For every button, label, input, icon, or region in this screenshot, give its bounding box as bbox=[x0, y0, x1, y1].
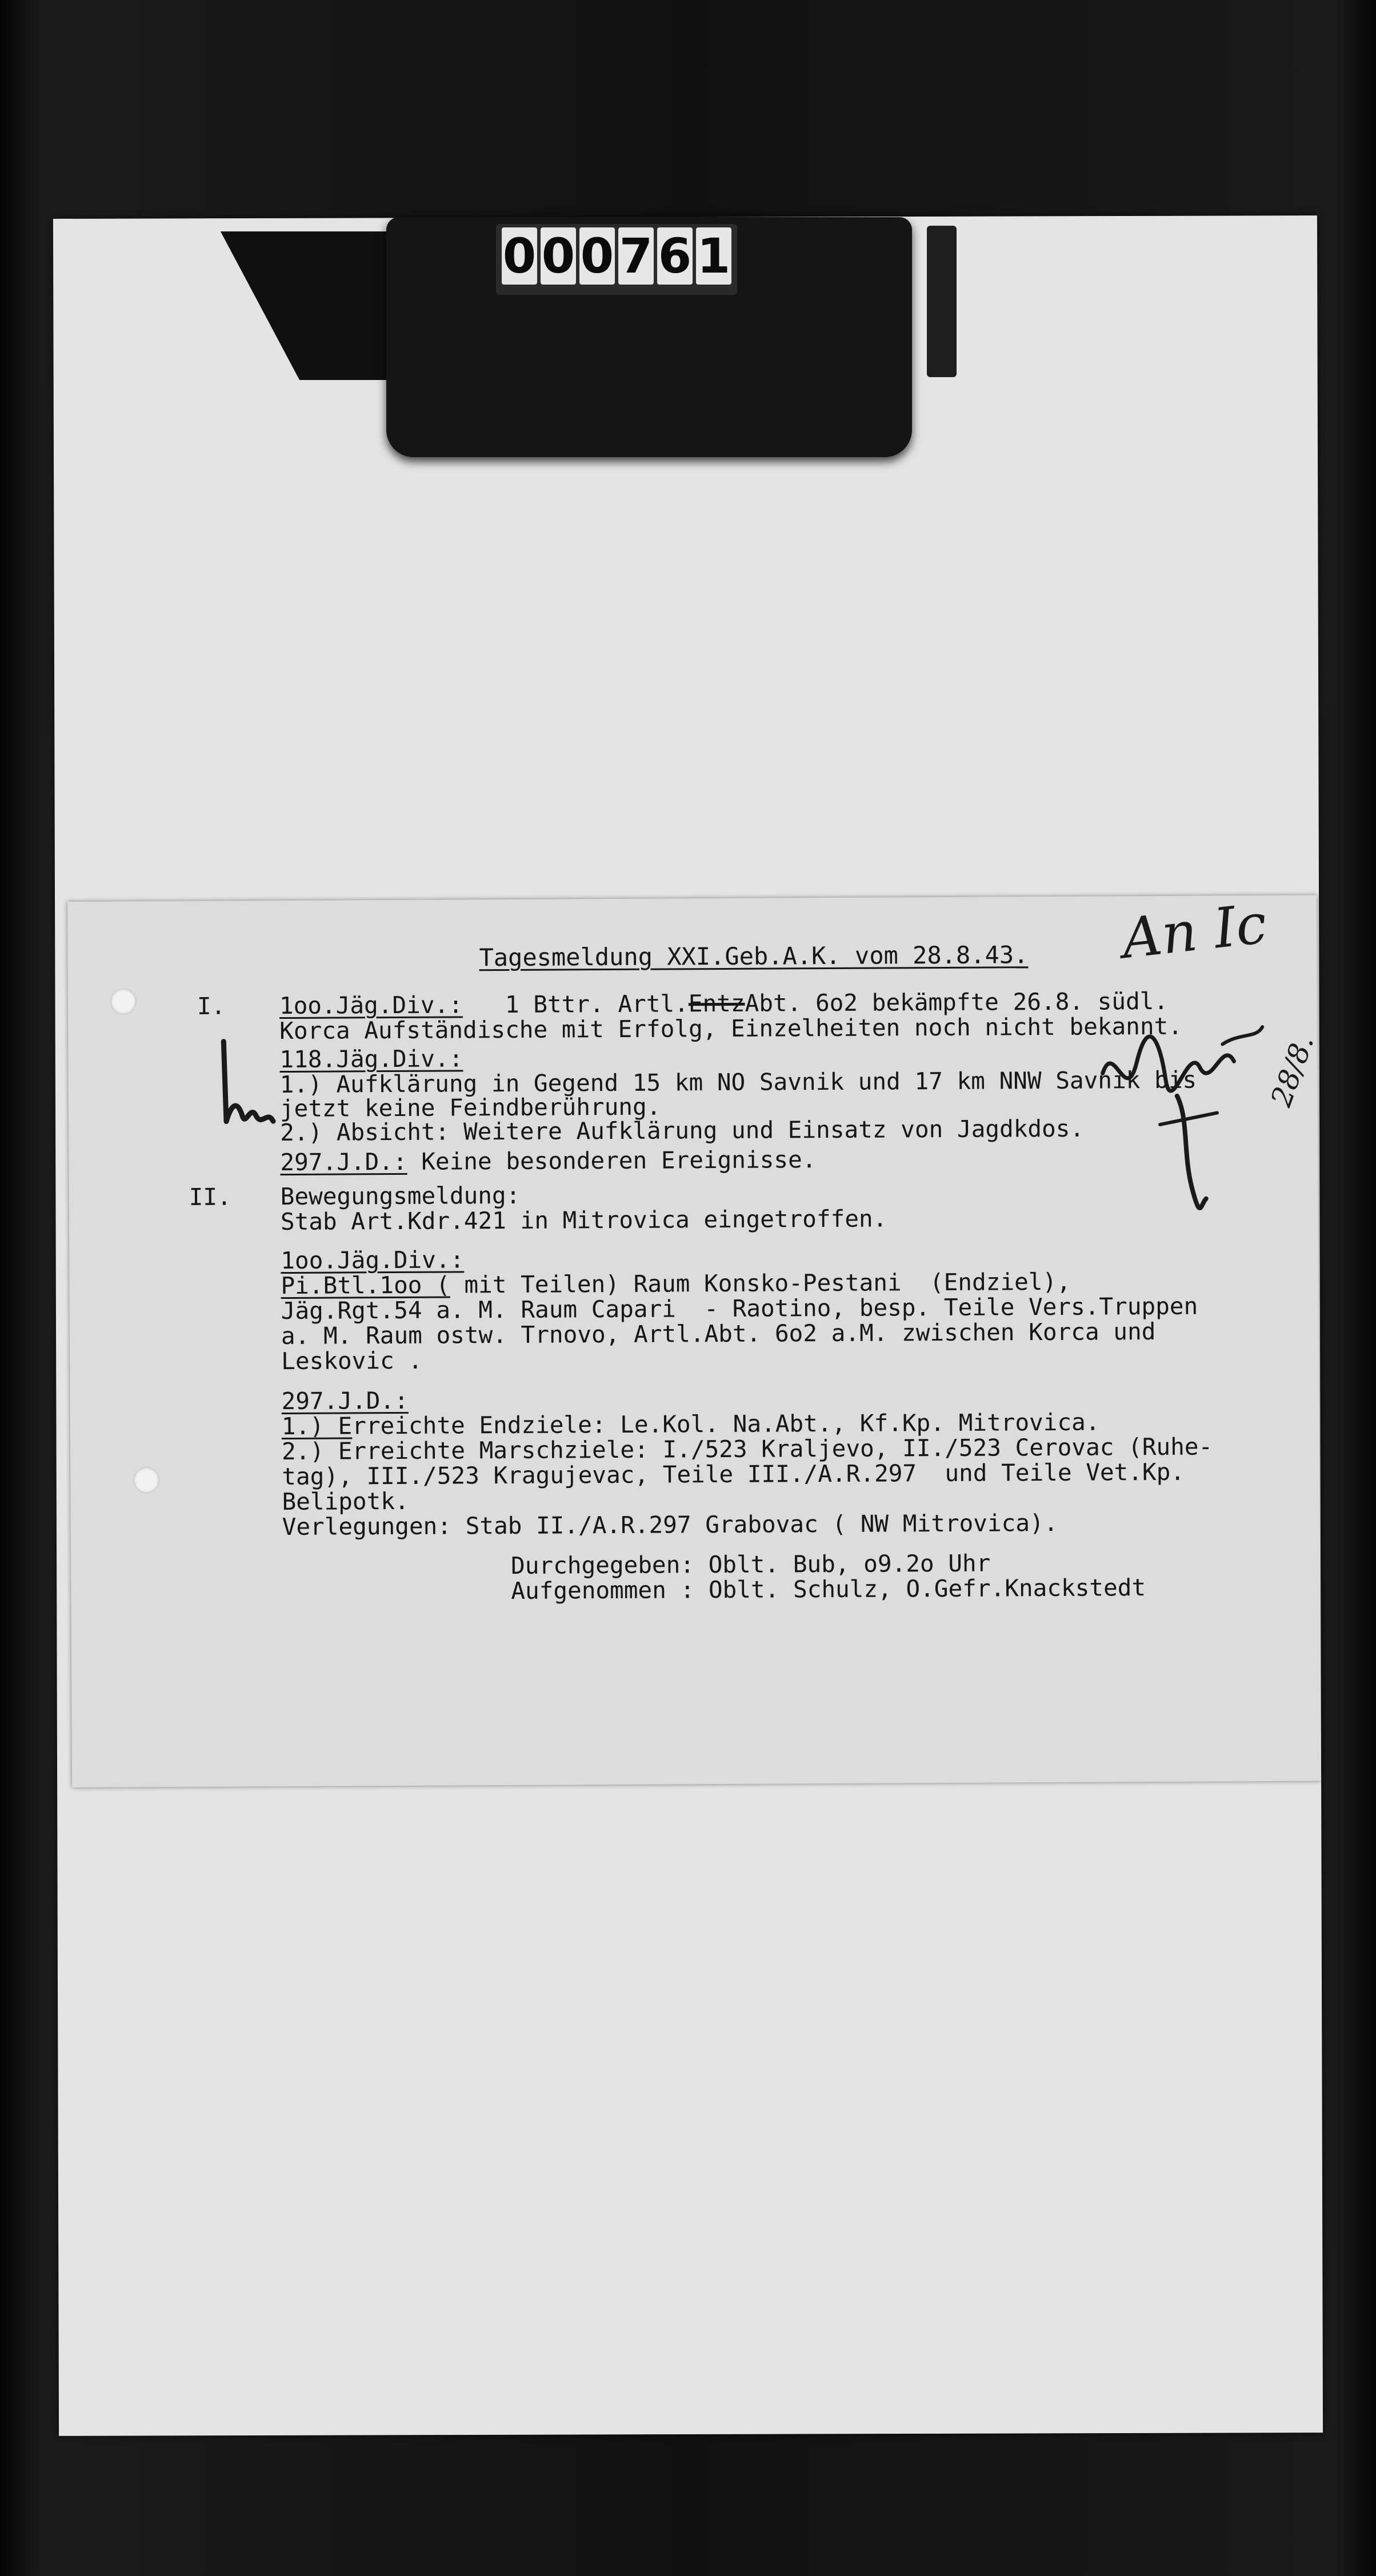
punch-hole-top bbox=[110, 988, 137, 1014]
report-title-text: Tagesmeldung XXI.Geb.A.K. vom 28.8.43. bbox=[479, 941, 1029, 972]
section-ii-line-1: Stab Art.Kdr.421 in Mitrovica eingetroffen. bbox=[280, 1205, 887, 1236]
section-ii-100-jaeg-div-heading: 1oo.Jäg.Div.: bbox=[281, 1246, 465, 1275]
section-i-numeral: I. bbox=[197, 992, 226, 1020]
section-ii-heading: Bewegungsmeldung: bbox=[280, 1181, 521, 1211]
frame-counter-digit: 1 bbox=[697, 228, 731, 284]
section-ii-297-line-5: Verlegungen: Stab II./A.R.297 Grabovac ( NW Mitrovica). bbox=[282, 1509, 1058, 1541]
typed-report-sheet bbox=[67, 891, 1321, 1787]
section-i-100-jaeg-div-heading: 1oo.Jäg.Div.: bbox=[279, 991, 463, 1020]
frame-counter bbox=[496, 224, 737, 295]
frame-counter-digit: 7 bbox=[619, 228, 653, 284]
section-i-100-line1-after: Abt. 6o2 bekämpfte 26.8. südl. bbox=[745, 987, 1169, 1017]
section-ii-297-jd-heading: 297.J.D.: bbox=[281, 1386, 409, 1415]
section-ii-100-line-4: Leskovic . bbox=[281, 1346, 423, 1375]
section-i-297-jd-line bbox=[280, 1146, 816, 1176]
margin-scribble bbox=[215, 1035, 279, 1145]
section-ii-297-line1-rest: rreichte Endziele: Le.Kol. Na.Abt., Kf.Kp. Mitrovica. bbox=[352, 1408, 1100, 1440]
handwritten-routing-note: An Ic bbox=[1118, 891, 1270, 971]
handwritten-date-note: 28/8. bbox=[1264, 1030, 1321, 1111]
section-ii-numeral: II. bbox=[189, 1183, 231, 1211]
section-i-100-jaeg-div-line-2: Korca Aufständische mit Erfolg, Einzelheiten noch nicht bekannt. bbox=[279, 1012, 1183, 1045]
section-i-118-jaeg-div-heading: 118.Jäg.Div.: bbox=[279, 1045, 463, 1074]
section-ii-100-line1-underlined: Pi.Btl.1oo ( bbox=[281, 1271, 450, 1300]
section-ii-100-line1-rest: mit Teilen) Raum Konsko-Pestani (Endziel), bbox=[450, 1267, 1071, 1299]
section-ii-297-line-2: 2.) Erreichte Marschziele: I./523 Kraljevo, II./523 Cerovac (Ruhe- bbox=[281, 1433, 1213, 1466]
report-title bbox=[479, 941, 1028, 971]
section-ii-297-line1-underlined: 1.) E bbox=[281, 1412, 353, 1441]
section-i-118-line-3: 2.) Absicht: Weitere Aufklärung und Einsatz von Jagdkdos. bbox=[279, 1114, 1085, 1147]
section-ii-100-line-2: Jäg.Rgt.54 a. M. Raum Capari - Raotino, besp. Teile Vers.Truppen bbox=[281, 1292, 1198, 1325]
section-i-100-line1-struck: Entz bbox=[688, 989, 745, 1018]
section-i-297-jd-text: Keine besonderen Ereignisse. bbox=[421, 1146, 817, 1175]
section-i-118-line-1: 1.) Aufklärung in Gegend 15 km NO Savnik und 17 km NNW Savnik bis bbox=[279, 1066, 1197, 1099]
punch-hole-bottom bbox=[133, 1467, 159, 1493]
section-i-297-jd-heading: 297.J.D.: bbox=[280, 1147, 407, 1177]
handwritten-initials bbox=[1091, 1027, 1275, 1217]
transmission-sent-line: Durchgegeben: Oblt. Bub, o9.2o Uhr bbox=[510, 1549, 991, 1579]
section-i-118-line-2: jetzt keine Feindberührung. bbox=[279, 1093, 661, 1123]
section-ii-100-line-3: a. M. Raum ostw. Trnovo, Artl.Abt. 6o2 a.M. zwischen Korca und bbox=[281, 1318, 1156, 1350]
frame-counter-digit: 0 bbox=[502, 228, 537, 284]
section-ii-297-line-4: Belipotk. bbox=[282, 1487, 409, 1516]
frame-counter-digit: 0 bbox=[541, 228, 575, 284]
section-i-100-line1-before: 1 Bttr. Artl. bbox=[505, 990, 689, 1018]
frame-counter-digit: 0 bbox=[580, 228, 614, 284]
frame-counter-knob bbox=[927, 226, 957, 377]
transmission-received-line: Aufgenommen : Oblt. Schulz, O.Gefr.Knackstedt bbox=[511, 1574, 1146, 1605]
section-ii-297-line-3: tag), III./523 Kragujevac, Teile III./A.R.297 und Teile Vet.Kp. bbox=[282, 1458, 1185, 1491]
frame-counter-digit: 6 bbox=[658, 228, 692, 284]
